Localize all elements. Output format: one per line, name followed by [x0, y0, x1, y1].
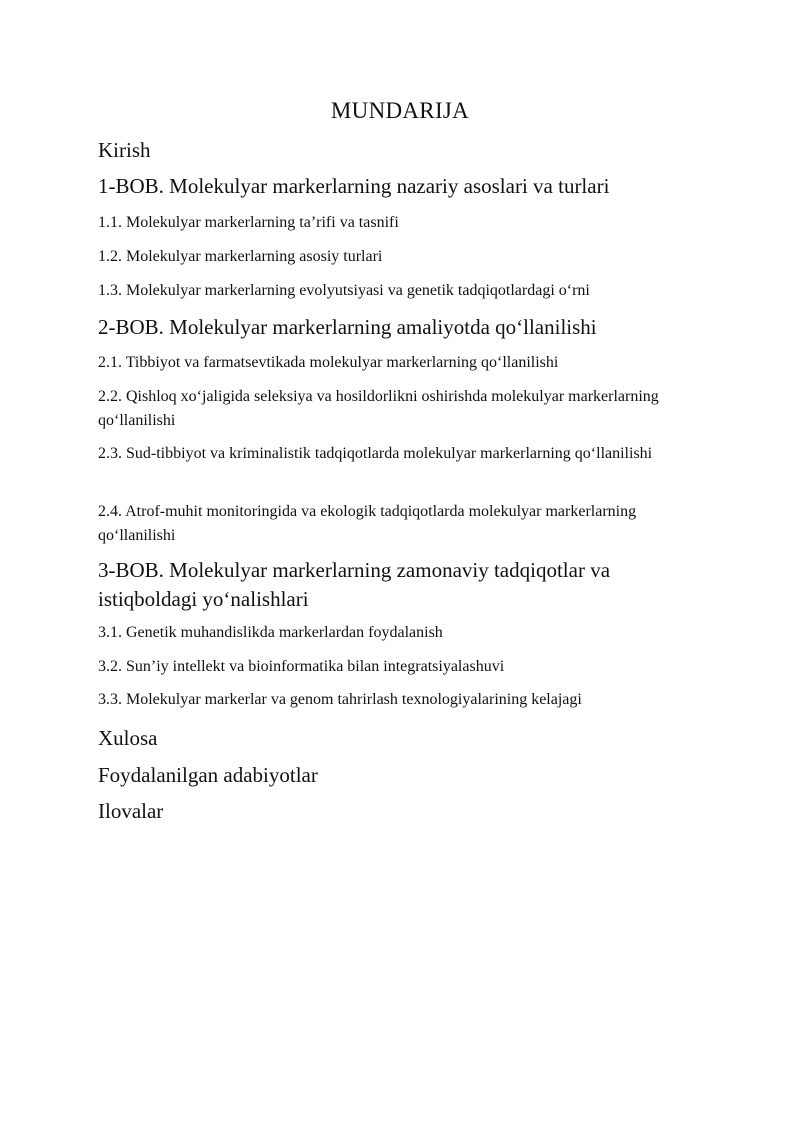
toc-entry-3-1: 3.1. Genetik muhandislikda markerlardan foydalanish	[98, 624, 443, 641]
toc-entry-appendices: Ilovalar	[98, 799, 164, 823]
toc-entry-2-1: 2.1. Tibbiyot va farmatsevtikada molekulyar markerlarning qoʻllanilishi	[98, 354, 559, 371]
toc-entry-conclusion: Xulosa	[98, 726, 158, 750]
page-title: MUNDARIJA	[330, 98, 470, 123]
toc-entry-1-3: 1.3. Molekulyar markerlarning evolyutsiyasi va genetik tadqiqotlardagi oʻrni	[98, 282, 590, 299]
toc-entry-2-3: 2.3. Sud-tibbiyot va kriminalistik tadqiqotlarda molekulyar markerlarning qoʻllanilishi	[98, 445, 653, 462]
toc-entry-3-2: 3.2. Sun’iy intellekt va bioinformatika bilan integratsiyalashuvi	[98, 658, 505, 675]
toc-entry-chapter-3: 3-BOB. Molekulyar markerlarning zamonaviy tadqiqotlar va istiqboldagi yoʻnalishlari	[98, 558, 611, 611]
toc-entry-2-4: 2.4. Atrof-muhit monitoringida va ekologik tadqiqotlarda molekulyar markerlarning qoʻllanilishi	[98, 503, 637, 544]
toc-entry-chapter-2: 2-BOB. Molekulyar markerlarning amaliyotda qoʻllanilishi	[98, 315, 597, 339]
toc-entry-chapter-1: 1-BOB. Molekulyar markerlarning nazariy asoslari va turlari	[98, 174, 610, 198]
toc-entry-1-2: 1.2. Molekulyar markerlarning asosiy turlari	[98, 248, 383, 265]
toc-entry-2-2: 2.2. Qishloq xoʻjaligida seleksiya va hosildorlikni oshirishda molekulyar markerlarning qoʻllanilishi	[98, 388, 659, 429]
toc-entry-references: Foydalanilgan adabiyotlar	[98, 763, 318, 787]
toc-entry-1-1: 1.1. Molekulyar markerlarning ta’rifi va tasnifi	[98, 214, 399, 231]
toc-entry-3-3: 3.3. Molekulyar markerlar va genom tahrirlash texnologiyalarining kelajagi	[98, 691, 582, 708]
toc-entry-introduction: Kirish	[98, 138, 151, 162]
